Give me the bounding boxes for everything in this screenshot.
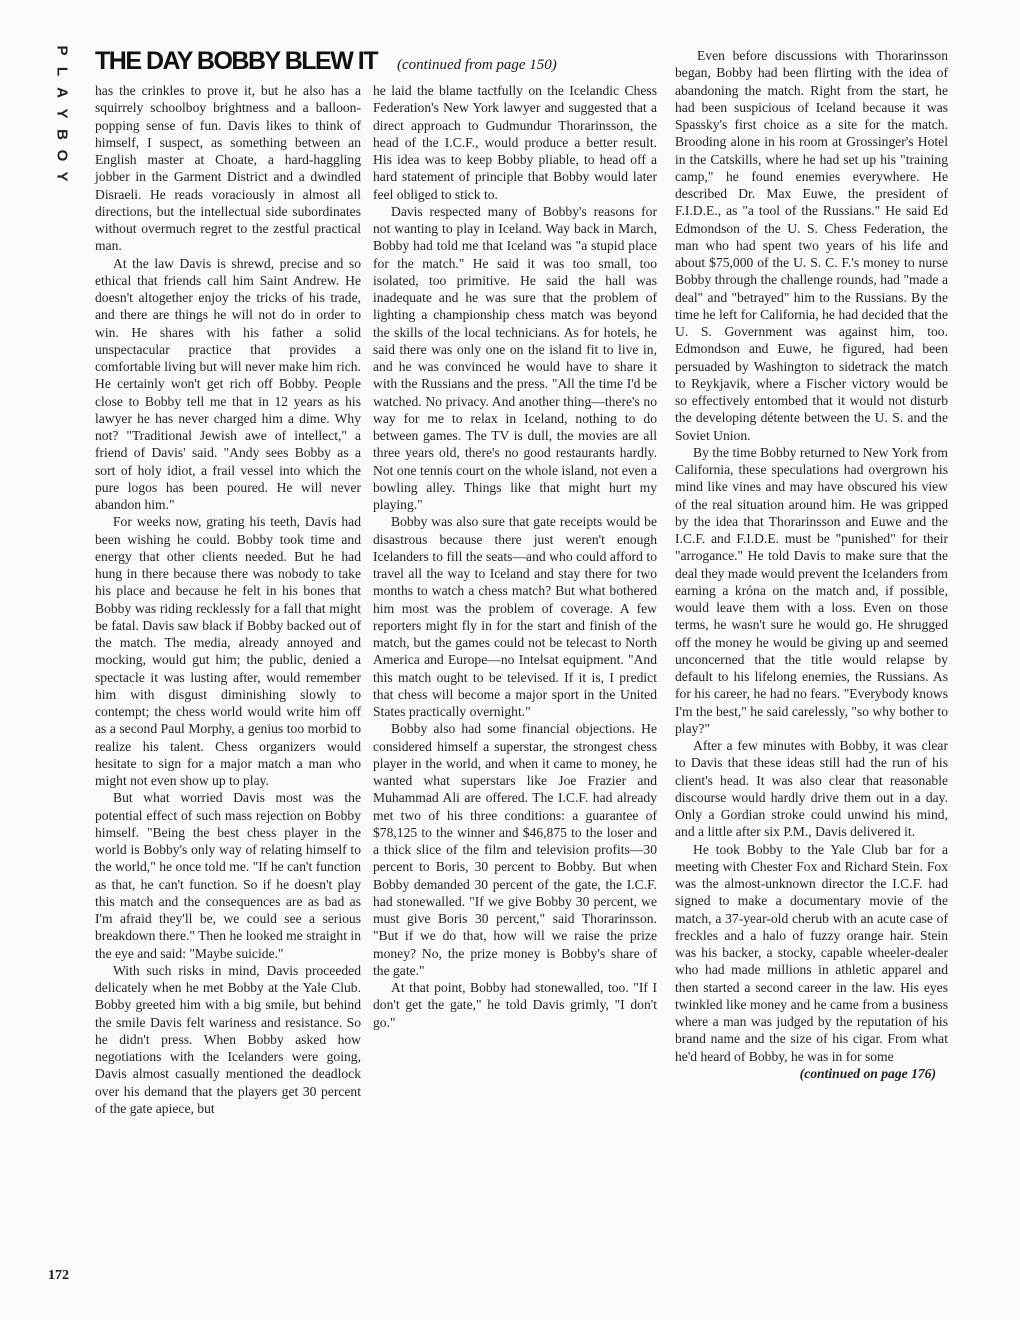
paragraph: After a few minutes with Bobby, it was clear to Davis that these ideas still had the run of his client's head. It was also clear that reasonable discourse would hardly drive them out in a day. Only a Gordian stroke could unwind his mind, and a little after six P.M., Davis delivered it. — [675, 738, 948, 840]
spine-letter: O — [53, 149, 71, 162]
paragraph: Bobby also had some financial objections. He considered himself a superstar, the strongest chess player in the world, and when it came to money, he wanted what superstars like Joe Frazier and Muhammad Ali are offered. The I.C.F. had already met two of his three conditions: a guarantee of $78,125 to the winner and $46,875 to the loser and a thick slice of the film and television profits—30 percent to Boris, 30 percent to Bobby. But when Bobby demanded 30 percent of the gate, the I.C.F. had stonewalled. "If we give Bobby 30 percent, we must give Boris 30 percent," said Thorarinsson. "But if we do that, how will we raise the prize money? No, the prize money is Bobby's share of the gate." — [373, 721, 657, 978]
text-column-3 — [675, 47, 948, 1082]
paragraph: Davis respected many of Bobby's reasons for not wanting to play in Iceland. Way back in March, Bobby had told me that Iceland was "a stupid place for the match." He said it was too small, too isolated, too primitive. He said the hall was inadequate and he was sure that the problem of lighting a championship chess match was beyond the skills of the local technicians. As for hotels, he said there was only one on the island fit to live in, and he was convinced he would have to share it with the Russians and the press. "All the time I'd be watched. No privacy. And another thing—there's no way for me to relax in Iceland, nothing to do between games. The TV is dull, the movies are all three years old, there's no good restaurants hardly. Not one tennis court on the whole island, not even a bowling alley. Things like that might hurt my playing." — [373, 203, 657, 512]
paragraph: At that point, Bobby had stonewalled, too. "If I don't get the gate," he told Davis grimly, "I don't go." — [373, 980, 657, 1030]
paragraph: At the law Davis is shrewd, precise and so ethical that friends call him Saint Andrew. He doesn't altogether enjoy the tricks of his trade, and there are things he will not do in order to win. He shares with his father a solid unspectacular practice that provides a comfortable living but will never make him rich. He certainly won't get rich off Bobby. People close to Bobby tell me that in 12 years as his lawyer he has never charged him a dime. Why not? "Traditional Jewish awe of intellect," a friend of Davis' said. "Andy sees Bobby as a sort of holy idiot, a frail vessel into which the pure logos has been poured. He will never abandon him." — [95, 255, 361, 512]
text-column-1 — [95, 82, 361, 1117]
spine-letter: A — [53, 87, 71, 98]
paragraph: he laid the blame tactfully on the Icelandic Chess Federation's New York lawyer and suggested that a direct approach to Gudmundur Thorarinsson, the head of the I.C.F., would produce a better result. His idea was to keep Bobby pliable, to head off a hard statement of principle that Bobby would later feel obliged to stick to. — [373, 83, 657, 202]
paragraph: By the time Bobby returned to New York from California, these speculations had overgrown his mind like vines and may have obscured his view of the real situation around him. He was gripped by the idea that Thorarinsson and Euwe and the I.C.F. and F.I.D.E. must be "punished" for their "arrogance." He told Davis to make sure that the deal they made would prevent the Icelanders from earning a króna on the match and, if possible, would leave them with a loss. Even on those terms, he wasn't sure he would go. He shrugged off the money he would be giving up and seemed unconcerned that the title would relapse by default to his lifelong enemies, the Russians. As for his career, he had no fears. "Everybody knows I'm the best," he said carelessly, "so why bother to play?" — [675, 444, 948, 736]
magazine-spine-label — [52, 40, 72, 187]
paragraph: Even before discussions with Thorarinsson began, Bobby had been flirting with the idea of abandoning the match. Right from the start, he had been suspicious of Iceland because it was Spassky's first choice as a site for the match. Brooding alone in his room at Grossinger's Hotel in the Catskills, where he had set up his "training camp," he found enemies everywhere. He described Dr. Max Euwe, the president of F.I.D.E., as "a tool of the Russians." He said Ed Edmondson of the U. S. Chess Federation, the man who had spent two years of his life and about $75,000 of the U. S. C. F.'s money to nurse Bobby through the challenge rounds, had "made a deal" and "betrayed" him to the Russians. By the time he left for California, he had decided that the U. S. Government was against him, too. Edmondson and Euwe, he figured, had been persuaded by Washington to sidetrack the match to Reykjavik, where a Fischer victory would be so effectively entombed that it would not disturb the developing détente between the U. S. and the Soviet Union. — [675, 48, 948, 443]
spine-letter: P — [53, 45, 71, 56]
paragraph: has the crinkles to prove it, but he also has a squirrely schoolboy brightness and a balloon-popping sense of fun. Davis likes to think of himself, I suspect, as something between an English master at Choate, a hard-haggling jobber in the Garment District and a dwindled Disraeli. He reads voraciously in almost all directions, but the intellectual side subordinates without overmuch regret to the zestful practical man. — [95, 83, 361, 254]
paragraph: But what worried Davis most was the potential effect of such mass rejection on Bobby himself. "Being the best chess player in the world is Bobby's only way of relating himself to the world," he once told me. "If he can't function as that, he can't function. So if he doesn't play this match and the consequences are as bad as I'm afraid they'll be, we could see a serious breakdown there." Then he looked me straight in the eye and said: "Maybe suicide." — [95, 790, 361, 961]
spine-letter: Y — [53, 171, 71, 182]
continued-to-note: (continued on page 176) — [799, 1065, 936, 1081]
continued-from-note: (continued from page 150) — [396, 57, 557, 73]
spine-letter: Y — [53, 108, 71, 119]
paragraph: Bobby was also sure that gate receipts would be disastrous because there just weren't enough Icelanders to fill the seats—and who could afford to travel all the way to Iceland and stay there for two months to watch a chess match? But what bothered him most was the problem of coverage. A few reporters might fly in for the start and finish of the match, but the games could not be telecast to North America and Europe—no Intelsat equipment. "And this match ought to be televised. If it is, I predict that chess will become a major sport in the United States practically overnight." — [373, 514, 657, 719]
spine-letter: B — [53, 129, 71, 140]
page-number: 172 — [48, 1268, 69, 1283]
paragraph: He took Bobby to the Yale Club bar for a meeting with Chester Fox and Richard Stein. Fox was the almost-unknown director the I.C.F. had signed to make a documentary movie of the match, a 37-year-old cherub with an acute case of freckles and a halo of fuzzy orange hair. Stein was his backer, a stocky, capable wheeler-dealer who had made millions in athletic apparel and then started a second career in the law. His eyes twinkled like money and he came from a business where a man was judged by the reputation of his brand name and the size of his cigar. From what he'd heard of Bobby, he was in for some — [675, 841, 948, 1064]
text-column-2 — [373, 82, 657, 1031]
paragraph: For weeks now, grating his teeth, Davis had been wishing he could. Bobby took time and energy that other clients needed. But he had hung in there because there was nobody to take his place and because he felt in his bones that Bobby was riding recklessly for a fall that might be fatal. Davis saw black if Bobby backed out of the match. The media, already annoyed and mocking, would gut him; the public, denied a spectacle it was lusting after, would remember him with disgust diminishing slowly to contempt; the chess world would write him off as a second Paul Morphy, a genius too morbid to realize his talent. Chess organizers would hesitate to sign for a major match a man who might not even show up to play. — [95, 514, 361, 788]
spine-letter: L — [53, 66, 71, 77]
paragraph: With such risks in mind, Davis proceeded delicately when he met Bobby at the Yale Club. Bobby greeted him with a big smile, but behind the smile Davis felt wariness and resistance. So he didn't press. When Bobby asked how negotiations with the Icelanders were going, Davis almost casually mentioned the deadlock over his demand that the players get 30 percent of the gate apiece, but — [95, 962, 361, 1116]
article-title: THE DAY BOBBY BLEW IT — [95, 47, 377, 75]
article-header — [95, 47, 695, 81]
